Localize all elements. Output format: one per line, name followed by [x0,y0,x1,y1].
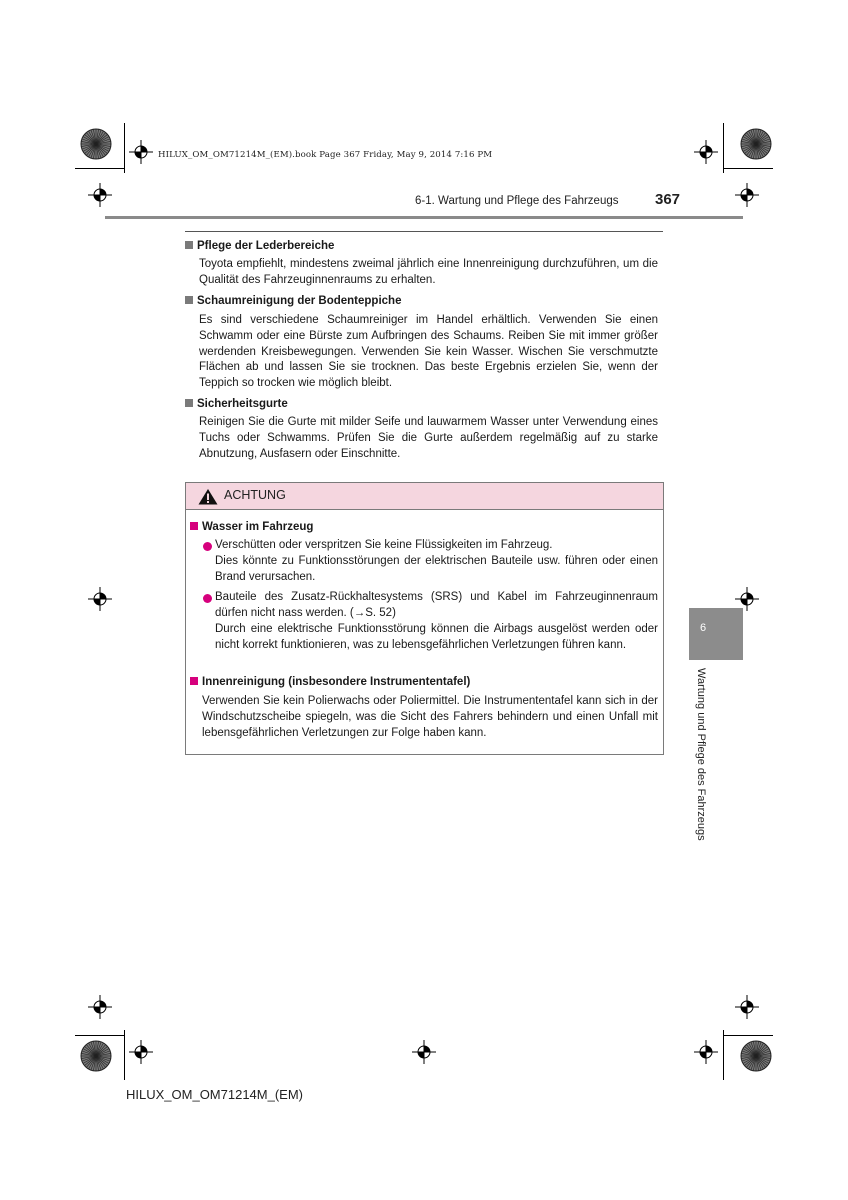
section-text: Toyota empfiehlt, mindestens zweimal jährlich eine Innenreinigung durchzuführen, um die Qualität des Fahrzeuginnenraums zu erhalten. [199,258,658,286]
section-heading-text: Sicherheitsgurte [197,398,288,410]
trim-mark [124,1030,125,1080]
crosshair-mark-icon [694,1040,718,1064]
trim-mark [124,123,125,173]
caution-header [186,483,663,510]
caution-bullet-detail: Dies könnte zu Funktionsstörungen der elektrischen Bauteile usw. führen oder einen Brand verursachen. [215,555,658,583]
section-text: Reinigen Sie die Gurte mit milder Seife und lauwarmem Wasser unter Verwendung eines Tuchs oder Schwamms. Prüfen Sie die Gurte außerdem regelmäßig auf zu starke Abnutzung, Ausfasern oder Einschnitte. [199,416,658,460]
square-bullet-icon [185,241,193,249]
caution-heading [190,521,313,533]
section-text: Es sind verschiedene Schaumreiniger im Handel erhältlich. Verwenden Sie einen Schwamm oder eine Bürste zum Aufbringen des Schaums. Reiben Sie mit immer größer werdenden Kreisbewegungen. Verwenden Sie kein Wasser. Wischen Sie verschmutzte Flächen ab und lassen Sie sie trocknen. Das beste Ergebnis erzielen Sie, wenn der Teppich so trocken wie möglich bleibt. [199,314,658,390]
chapter-tab-label: Wartung und Pflege des Fahrzeugs [695,668,707,841]
footer-code: HILUX_OM_OM71214M_(EM) [126,1087,303,1102]
caution-box [185,482,664,755]
section-rule [185,231,663,232]
header-rule [105,216,743,219]
square-bullet-icon [185,296,193,304]
crosshair-mark-icon [129,140,153,164]
caution-bullet-text: Bauteile des Zusatz-Rückhaltesystems (SRS) und Kabel im Fahrzeuginnenraum dürfen nicht nass werden. (→S. 52) [215,591,658,619]
crosshair-mark-icon [694,140,718,164]
caution-text: Verwenden Sie kein Polierwachs oder Poliermittel. Die Instrumententafel kann sich in der Windschutzscheibe spiegeln, was die Sicht des Fahrers behindern und einen Unfall mit lebensgefährlichen Verletzungen zur Folge haben kann. [202,695,658,739]
trim-mark [723,1030,724,1080]
section-heading-text: Schaumreinigung der Bodenteppiche [197,295,402,307]
round-bullet-icon [203,542,212,551]
caution-title: ACHTUNG [224,488,286,502]
registration-rosette-icon [740,128,772,160]
registration-rosette-icon [740,1040,772,1072]
crosshair-mark-icon [88,995,112,1019]
round-bullet-icon [203,594,212,603]
square-bullet-icon [190,522,198,530]
caution-heading [190,676,470,688]
chapter-tab-number: 6 [700,622,707,634]
trim-mark [75,168,125,169]
section-heading [185,295,401,307]
section-heading-text: Pflege der Lederbereiche [197,240,335,252]
section-heading [185,398,288,410]
crosshair-mark-icon [88,587,112,611]
crosshair-mark-icon [88,183,112,207]
crosshair-mark-icon [735,183,759,207]
caution-bullet-detail: Durch eine elektrische Funktionsstörung können die Airbags ausgelöst werden oder nicht korrekt funktionieren, was zu lebensgefährlichen Verletzungen führen kann. [215,623,658,651]
square-bullet-icon [190,677,198,685]
page-number: 367 [655,191,681,208]
trim-mark [75,1035,125,1036]
crosshair-mark-icon [129,1040,153,1064]
crosshair-mark-icon [412,1040,436,1064]
caution-heading-text: Wasser im Fahrzeug [202,521,314,533]
warning-triangle-icon [198,488,218,505]
trim-mark [723,168,773,169]
square-bullet-icon [185,399,193,407]
book-info-slug: HILUX_OM_OM71214M_(EM).book Page 367 Friday, May 9, 2014 7:16 PM [158,150,493,160]
caution-bullet-text: Verschütten oder verspritzen Sie keine Flüssigkeiten im Fahrzeug. [215,539,553,551]
section-heading [185,240,334,252]
crosshair-mark-icon [735,995,759,1019]
chapter-tab [689,608,743,660]
chapter-header: 6-1. Wartung und Pflege des Fahrzeugs [415,195,619,207]
trim-mark [723,1035,773,1036]
registration-rosette-icon [80,128,112,160]
trim-mark [723,123,724,173]
registration-rosette-icon [80,1040,112,1072]
caution-heading-text: Innenreinigung (insbesondere Instrumententafel) [202,676,471,688]
